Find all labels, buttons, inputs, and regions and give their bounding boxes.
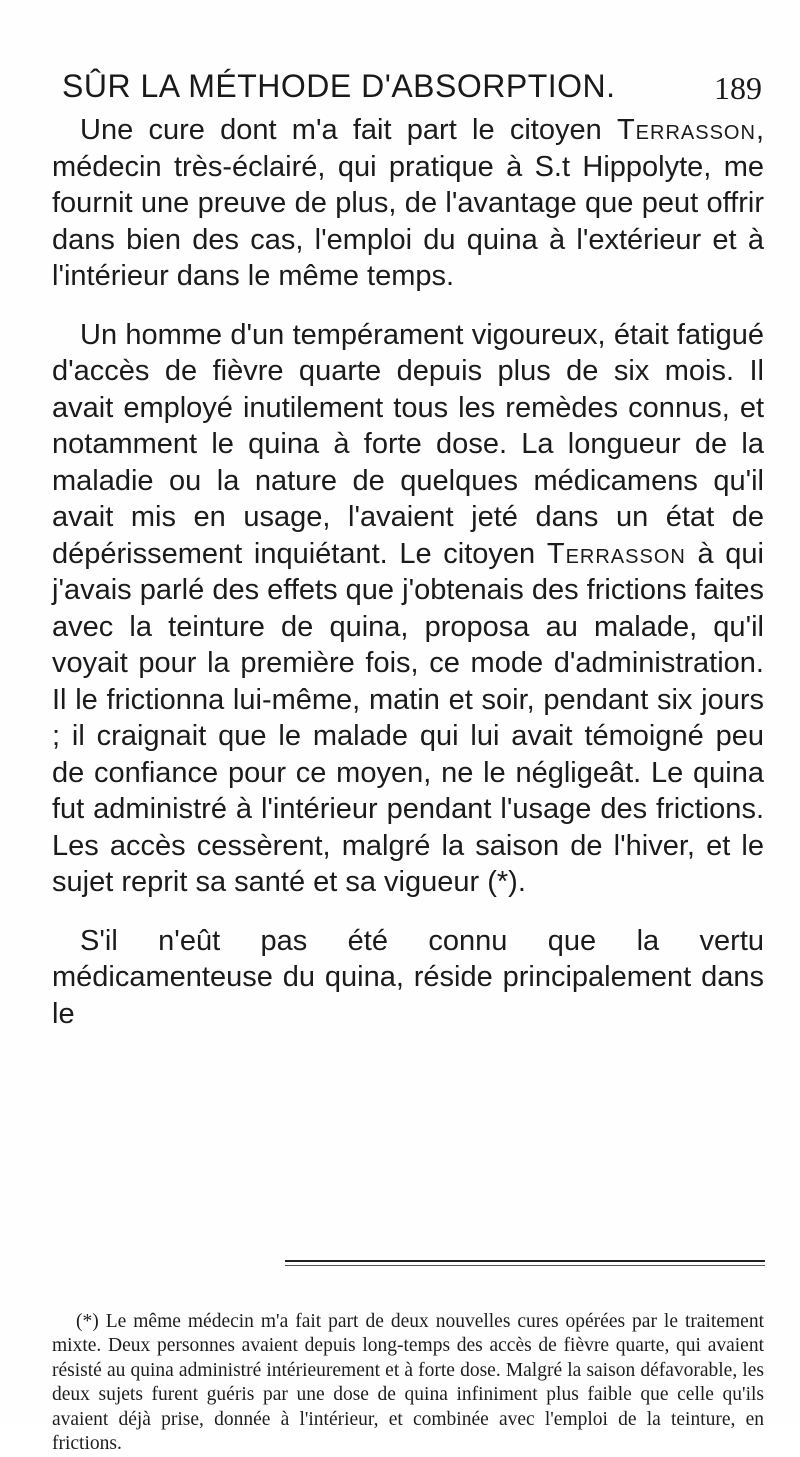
body-text xyxy=(52,112,764,1032)
footnote-divider xyxy=(285,1260,765,1262)
paragraph-2-before: Un homme d'un tempérament vigoureux, était fatigué d'accès de fièvre quarte depuis plus de six mois. Il avait employé inutilement tous les remèdes connus, et notamment le quina à forte dose. La longueur de la maladie ou la nature de quelques médicamens qu'il avait mis en usage, l'avaient jeté dans un état de dépérissement inquiétant. Le citoyen xyxy=(52,318,764,570)
paragraph-2 xyxy=(52,317,764,901)
page-header xyxy=(62,60,762,110)
person-name: Terrasson xyxy=(546,537,686,570)
page-number: 189 xyxy=(714,70,762,106)
paragraph-3: S'il n'eût pas été connu que la vertu médicamenteuse du quina, réside principalement dans le xyxy=(52,924,764,1030)
paragraph-1-before: Une cure dont m'a fait part le citoyen xyxy=(80,114,617,146)
paragraph-2-after: à qui j'avais parlé des effets que j'obtenais des frictions faites avec la teinture de quina, proposa au malade, qu'il voyait pour la première fois, ce mode d'administration. Il le frictionna lui-même, matin et soir, pendant six jours ; il craignait que le malade qui lui avait témoigné peu de confiance pour ce moyen, ne le négligeât. Le quina fut administré à l'intérieur pendant l'usage des frictions. Les accès cessèrent, malgré la saison de l'hiver, et le sujet reprit sa santé et sa vigueur (*). xyxy=(52,537,764,898)
footnote: (*) Le même médecin m'a fait part de deux nouvelles cures opérées par le traitement mixte. Deux personnes avaient depuis long-temps des accès de fièvre quarte, qui avaient résisté au quina administré intérieurement et à forte dose. Malgré la saison défavorable, les deux sujets furent guéris par une dose de quina infiniment plus faible que celle qu'ils avaient déjà prise, donnée à l'intérieur, et combinée avec l'emploi de la teinture, en frictions. xyxy=(52,1310,764,1454)
person-name: Terrasson xyxy=(616,114,756,146)
running-title: SÛR LA MÉTHODE D'ABSORPTION. xyxy=(62,68,616,104)
paragraph-1 xyxy=(52,112,764,295)
paragraph-1-after: , médecin très-éclairé, qui pratique à S.t Hippolyte, me fournit une preuve de plus, de l'avantage que peut offrir dans bien des cas, l'emploi du quina à l'extérieur et à l'intérieur dans le même temps. xyxy=(52,114,764,292)
footnote-divider-thin xyxy=(285,1265,765,1266)
